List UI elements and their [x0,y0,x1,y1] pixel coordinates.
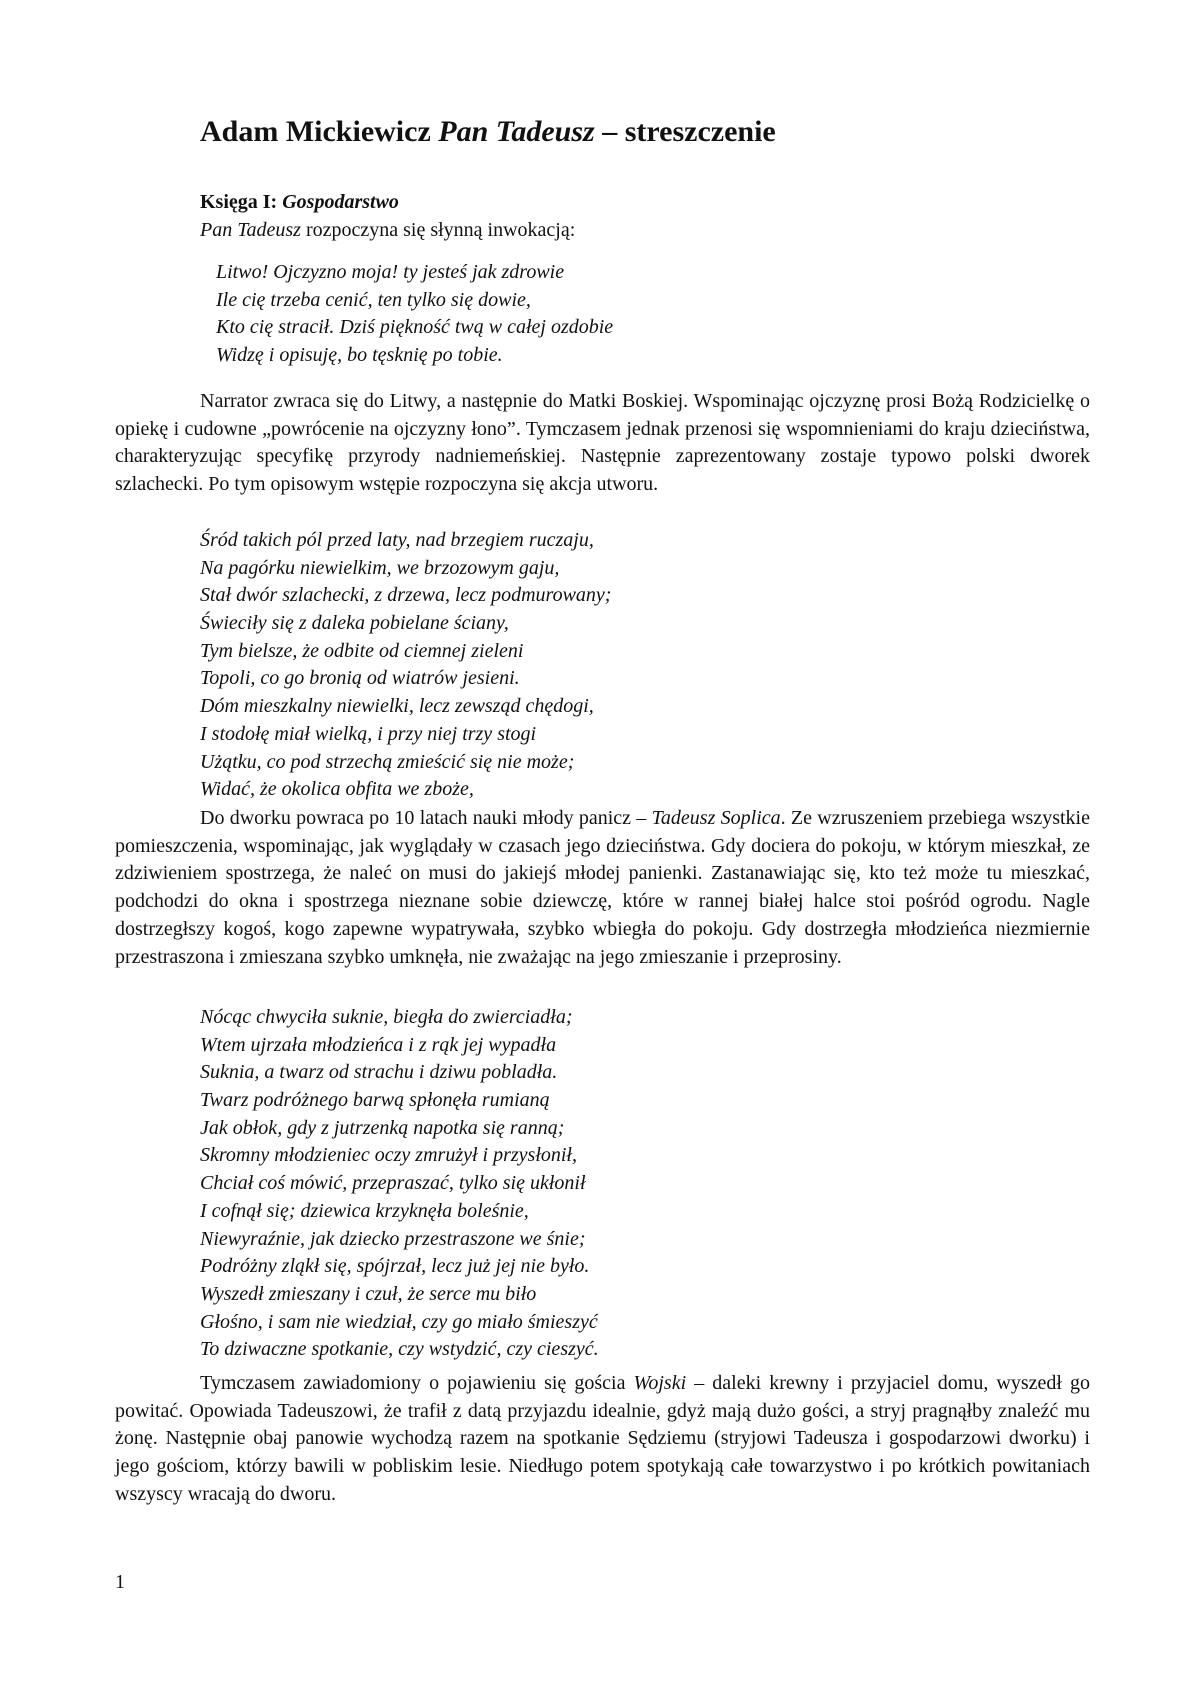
verse-line: Topoli, co go bronią od wiatrów jesieni. [200,667,520,690]
verse-line: Niewyraźnie, jak dziecko przestraszone we śnie; [200,1227,586,1250]
paragraph-narrator: Narrator zwraca się do Litwy, a następnie do Matki Boskiej. Wspominając ojczyznę prosi Bożą Rodzicielkę o opiekę i cudowne „powrócenie na ojczyzny łono”. Tymczasem jednak przenosi się wspomnieniami do kraju dzieciństwa, charakteryzując specyfikę przyrody nadniemeńskiej. Następnie zaprezentowany zostaje typowo polski dworek szlachecki. Po tym opisowym wstępie rozpoczyna się akcja utworu. [115,390,1090,496]
verse-line: Stał dwór szlachecki, z drzewa, lecz podmurowany; [200,584,612,607]
document-title [200,112,776,152]
verse-line: Jak obłok, gdy z jutrzenką napotka się ranną; [200,1116,565,1139]
paragraph-wojski [115,1370,1090,1509]
book-heading [200,188,399,216]
verse-line: Suknia, a twarz od strachu i dziwu pobladła. [200,1061,558,1084]
book-heading-name: Gospodarstwo [282,191,399,213]
verse-line: Nócąc chwyciła suknie, biegła do zwierciadła; [200,1006,573,1028]
intro-text: rozpoczyna się słynną inwokacją: [300,219,576,241]
verse-line: I stodołę miał wielką, i przy niej trzy stogi [200,722,537,745]
invocation-verse [216,259,613,370]
paragraph-text: . Ze wzruszeniem przebiega wszystkie pomieszczenia, wspominając, jak wyglądały w czasach jego dzieciństwa. Gdy dociera do pokoju, w którym mieszkał, ze zdziwieniem spostrzega, że naleć on musi do jakiejś młodej panienki. Zastanawiając się, kto też może tu mieszkać, podchodzi do okna i spostrzega nieznane sobie dziewczę, które w rannej białej halce stoi pośród ogrodu. Nagle dostrzegłszy kogoś, kogo zapewne wypatrywała, szybko wbiegła do pokoju. Gdy dostrzegła młodzieńca niezmiernie przestraszona i zmieszana szybko umknęła, nie zważając na jego zmieszanie i przeprosiny. [115,807,1090,968]
verse-line: Śród takich pól przed laty, nad brzegiem ruczaju, [200,529,594,551]
verse-line: Litwo! Ojczyzno moja! ty jesteś jak zdrowie [216,261,565,283]
verse-line: Podróżny zląkł się, spójrzał, lecz już jej nie było. [200,1255,590,1278]
paragraph-text: – daleki krewny i przyjaciel domu, wyszedł go powitać. Opowiada Tadeuszowi, że trafił z datą przyjazdu idealnie, gdyż mają dużo gości, a stryj pragnąłby znaleźć mu żonę. Następnie obaj panowie wychodzą razem na spotkanie Sędziemu (stryjowi Tadeusza i gospodarzowi dworku) i jego gościom, którzy bawili w pobliskim lesie. Niedługo potem spotykają całe towarzystwo i po krótkich powitaniach wszyscy wracają do dworu. [115,1372,1090,1505]
verse-line: Kto cię stracił. Dziś piękność twą w całej ozdobie [216,316,614,339]
character-name: Tadeusz Soplica [651,807,781,829]
paragraph-tadeusz-return [115,805,1090,971]
verse-line: Wtem ujrzała młodzieńca i z rąk jej wypadła [200,1033,557,1056]
verse-line: Głośno, i sam nie wiedział, czy go miało śmieszyć [200,1310,598,1333]
verse-line: Tym bielsze, że odbite od ciemnej zieleni [200,639,524,662]
book-heading-label: Księga I: [200,191,283,213]
verse-line: Skromny młodzieniec oczy zmrużył i przysłonił, [200,1144,577,1167]
verse-line: Widzę i opisuję, bo tęsknię po tobie. [216,344,503,367]
title-rest: – streszczenie [594,115,776,148]
page-number: 1 [115,1571,125,1593]
verse-line: Widać, że okolica obfita we zboże, [200,778,474,801]
character-name: Wojski [633,1372,687,1394]
verse-line: Twarz podróżnego barwą spłonęła rumianą [200,1089,550,1112]
manor-verse [200,527,611,804]
verse-line: Na pagórku niewielkim, we brzozowym gaju, [200,556,560,579]
title-work: Pan Tadeusz [438,115,595,148]
verse-line: Chciał coś mówić, przepraszać, tylko się ukłonił [200,1172,586,1195]
title-author: Adam Mickiewicz [200,115,431,148]
verse-line: Wyszedł zmieszany i czuł, że serce mu biło [200,1282,537,1305]
verse-line: Świeciły się z daleka pobielane ściany, [200,612,509,635]
intro-line [200,216,575,244]
verse-line: Dóm mieszkalny niewielki, lecz zewsząd chędogi, [200,695,594,718]
paragraph-text: Tymczasem zawiadomiony o pojawieniu się gościa [200,1372,634,1394]
intro-work: Pan Tadeusz [200,219,301,241]
verse-line: Ile cię trzeba cenić, ten tylko się dowie, [216,288,531,311]
paragraph-text: Do dworku powraca po 10 latach nauki młody panicz – [200,807,652,829]
verse-line: Użątku, co pod strzechą zmieścić się nie może; [200,750,575,773]
verse-line: To dziwaczne spotkanie, czy wstydzić, czy cieszyć. [200,1338,599,1361]
verse-line: I cofnął się; dziewica krzyknęła boleśnie, [200,1199,529,1222]
meeting-verse [200,1004,599,1364]
